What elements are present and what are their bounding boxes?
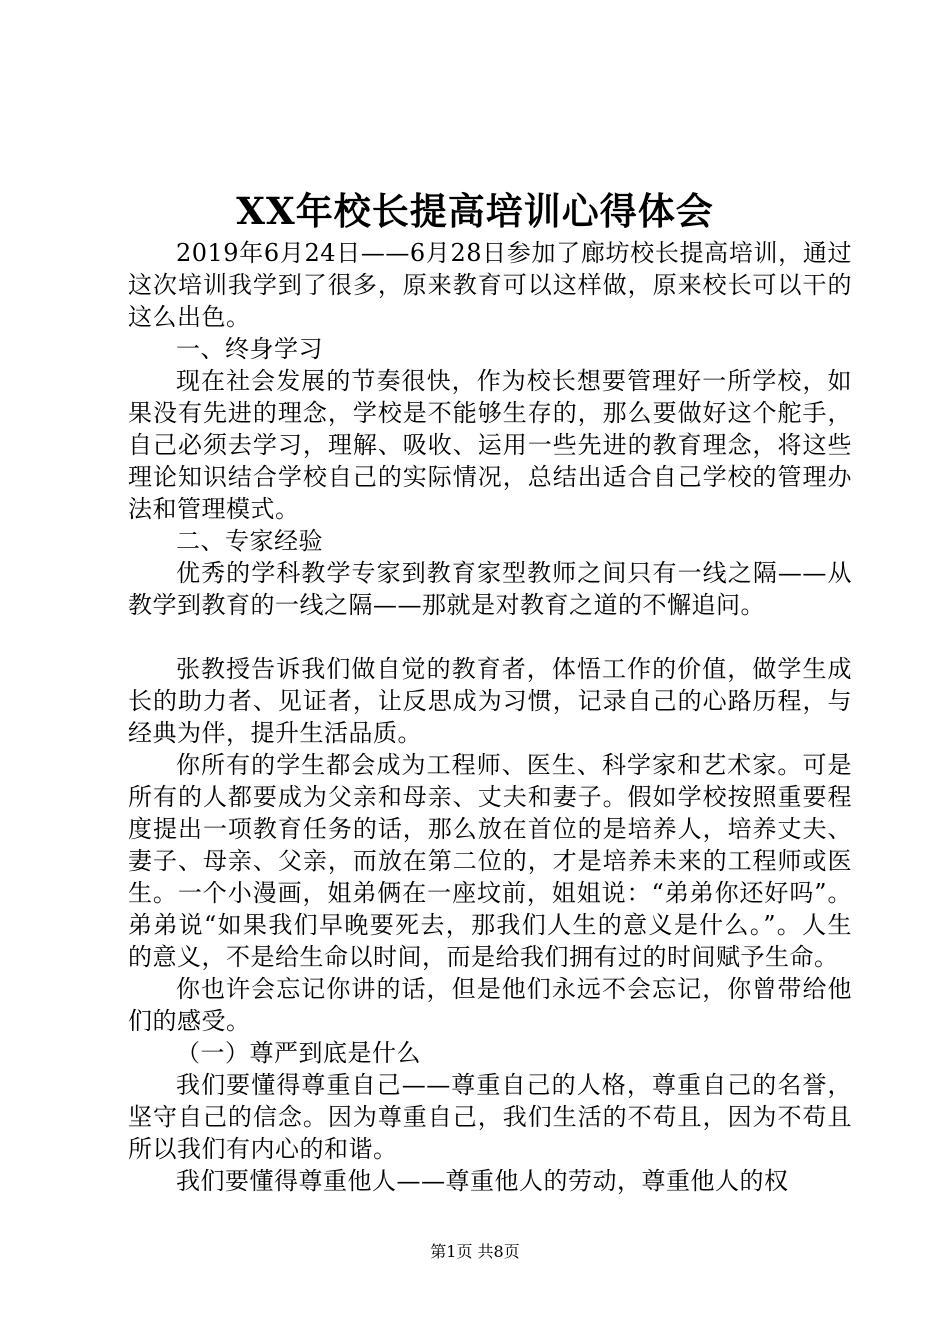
paragraph-feelings: 你也许会忘记你讲的话，但是他们永远不会忘记，你曾带给他们的感受。 (128, 975, 852, 1035)
page-number-footer: 第1页 共8页 (430, 1242, 520, 1261)
paragraph-professor-zhang: 张教授告诉我们做自觉的教育者，体悟工作的价值，做学生成长的助力者、见证者，让反思成为习惯，记录自己的心路历程，与经典为伴，提升生活品质。 (128, 655, 852, 747)
paragraph-expert-teachers: 优秀的学科教学专家到教育家型教师之间只有一线之隔——从教学到教育的一线之隔——那就是对教育之道的不懈追问。 (128, 559, 852, 619)
section-heading-expert-experience: 二、专家经验 (176, 527, 323, 555)
paragraph-respect-others: 我们要懂得尊重他人——尊重他人的劳动，尊重他人的权 (176, 1167, 789, 1195)
document-body (128, 237, 852, 1197)
paragraph-lifelong-learning: 现在社会发展的节奏很快，作为校长想要管理好一所学校，如果没有先进的理念，学校是不能够生存的，那么要做好这个舵手，自己必须去学习，理解、吸收、运用一些先进的教育理念，将这些理论知识结合学校自己的实际情况，总结出适合自己学校的管理办法和管理模式。 (128, 367, 852, 523)
paragraph-respect-self: 我们要懂得尊重自己——尊重自己的人格，尊重自己的名誉，坚守自己的信念。因为尊重自己，我们生活的不苟且，因为不苟且所以我们有内心的和谐。 (128, 1071, 852, 1163)
subsection-heading-dignity: （一）尊严到底是什么 (176, 1039, 421, 1067)
paragraph-intro: 2019年6月24日——6月28日参加了廊坊校长提高培训，通过这次培训我学到了很多，原来教育可以这样做，原来校长可以干的这么出色。 (128, 239, 852, 331)
section-heading-lifelong-learning: 一、终身学习 (176, 335, 323, 363)
paragraph-students-future: 你所有的学生都会成为工程师、医生、科学家和艺术家。可是所有的人都要成为父亲和母亲、丈夫和妻子。假如学校按照重要程度提出一项教育任务的话，那么放在首位的是培养人，培养丈夫、妻子、母亲、父亲，而放在第二位的，才是培养未来的工程师或医生。一个小漫画，姐弟俩在一座坟前，姐姐说：“弟弟你还好吗”。弟弟说“如果我们早晚要死去，那我们人生的意义是什么。”。人生的意义，不是给生命以时间，而是给我们拥有过的时间赋予生命。 (128, 751, 852, 971)
document-title: XX年校长提高培训心得体会 (236, 189, 714, 233)
